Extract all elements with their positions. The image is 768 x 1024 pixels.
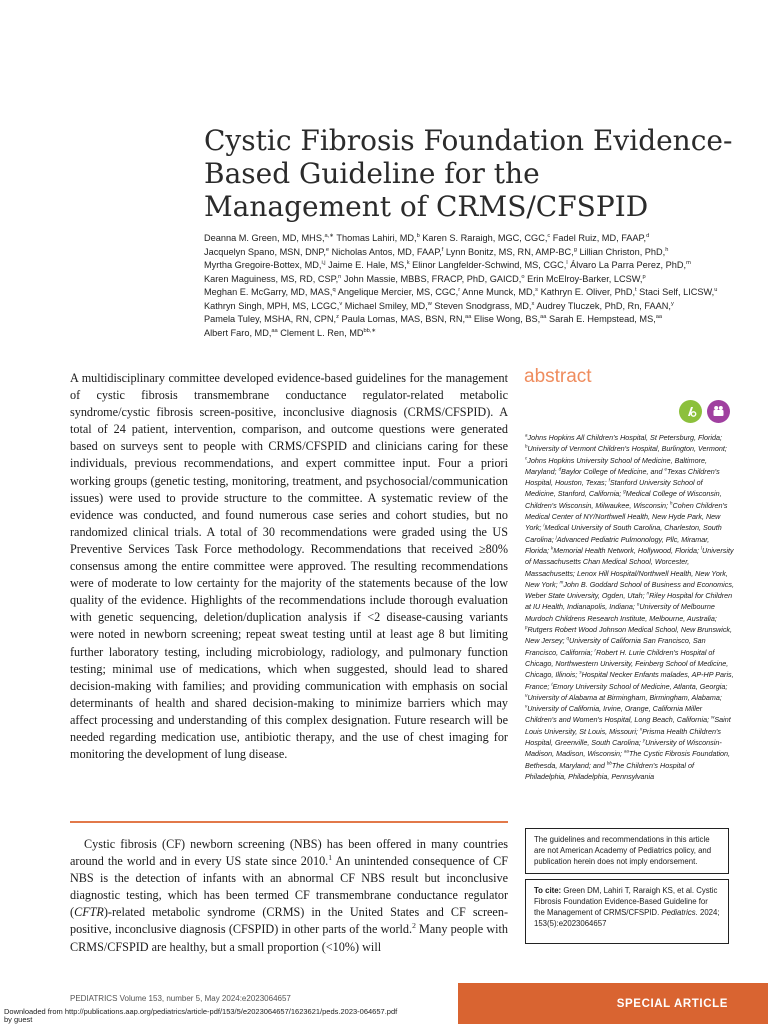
affiliation-text: Baylor College of Medicine, and — [561, 466, 665, 476]
affiliation-key: bb — [606, 760, 612, 766]
download-guest-line: by guest — [4, 1015, 33, 1024]
disclaimer-box — [525, 828, 729, 874]
author-affiliation-mark: w — [427, 300, 432, 307]
video-abstract-icon[interactable] — [707, 400, 730, 423]
affiliation-key: l — [701, 545, 702, 551]
author-name: Albert Faro, MD, — [204, 327, 272, 338]
author-name: John Massie, MBBS, FRACP, PhD, GAICD, — [341, 273, 522, 284]
article-title: Cystic Fibrosis Foundation Evidence-Based Guideline for the Management of CRMS/CFSPID — [204, 124, 733, 223]
author-affiliation-mark: f — [441, 246, 444, 253]
affiliation-text: Advanced Pediatric Pulmonology, Pllc, Miramar, Florida; — [525, 534, 710, 555]
affiliation-key: c — [525, 455, 528, 461]
author-affiliation-mark: l — [566, 259, 568, 266]
author-affiliation-mark: b — [416, 232, 420, 239]
author-affiliation-mark: u — [714, 286, 718, 293]
affiliation-text: The Children's Hospital of Philadelphia, Philadelphia, Pennsylvania — [525, 760, 694, 781]
author-affiliation-mark: i,j — [321, 259, 326, 266]
author-name: Lillian Christon, PhD, — [576, 246, 666, 257]
author-affiliation-mark: bb,∗ — [363, 327, 377, 334]
affiliation-text: Stanford University School of Medicine, Stanford, California; — [525, 478, 703, 499]
gene-name: CFTR — [74, 905, 104, 920]
affiliation-key: u — [525, 692, 528, 698]
author-name: Anne Munck, MD, — [460, 287, 536, 297]
affiliation-text: Riley Hospital for Children at IU Health, Indianapolis, Indiana; — [525, 591, 733, 612]
affiliation-text: University of Wisconsin-Madison, Madison, Wisconsin; — [525, 738, 722, 759]
affiliation-key: h — [670, 500, 673, 506]
author-list — [204, 232, 744, 340]
intro-text: Many people with CRMS/CFSPID are healthy, but a small proportion (<10%) will — [70, 922, 508, 954]
affiliation-text: Prisma Health Children's Hospital, Greenville, South Carolina; — [525, 726, 722, 748]
affiliation-key: j — [555, 534, 557, 540]
affiliation-key: y — [642, 737, 646, 743]
affiliation-text: John B. Goddard School of Business and Economics, Weber State University, Ogden, Utah; — [525, 579, 734, 601]
author-name: Clement L. Ren, MD — [277, 327, 364, 338]
journal-footer: PEDIATRICS Volume 153, number 5, May 2024:e2023064657 — [70, 994, 291, 1003]
author-name: Meghan E. McGarry, MD, MAS, — [204, 287, 333, 297]
author-line — [204, 259, 744, 273]
author-name: Steven Snodgrass, MD, — [431, 300, 532, 311]
author-affiliation-mark: m — [686, 259, 691, 266]
affiliation-text: Texas Children's Hospital, Houston, Texas; — [525, 466, 720, 488]
author-name: Karen S. Raraigh, MGC, CGC, — [419, 233, 548, 243]
author-affiliation-mark: q — [332, 286, 336, 293]
author-name: Audrey Tluczek, PhD, Rn, FAAN, — [534, 300, 671, 311]
affiliation-key: x — [639, 726, 643, 732]
affiliation-text: University of Massachusetts Chan Medical School, Worcester, Massachusetts; — [525, 545, 734, 578]
author-affiliation-mark: x — [531, 300, 535, 307]
author-name: Sarah E. Hempstead, MS, — [546, 314, 656, 324]
affiliation-key: w — [711, 715, 715, 721]
author-affiliation-mark: aa — [271, 327, 278, 334]
author-affiliation-mark: s — [535, 286, 539, 293]
affiliation-key: v — [525, 703, 528, 709]
download-url-line[interactable]: Downloaded from http://publications.aap.org/pediatrics/article-pdf/153/5/e2023064657/1623621/peds.2023-064657.pdf — [4, 1007, 398, 1016]
affiliation-key: r — [594, 647, 596, 653]
author-line — [204, 232, 744, 246]
author-name: Paula Lomas, MAS, BSN, RN, — [338, 314, 466, 324]
affiliation-key: m — [559, 579, 564, 585]
affiliation-text: Medical University of South Carolina, Charleston, South Carolina; — [525, 523, 722, 544]
affiliation-key: t — [551, 681, 553, 687]
author-name: Lynn Bonitz, MS, RN, AMP-BC, — [443, 246, 574, 257]
affiliation-list — [525, 432, 735, 782]
author-name: Erin McElroy-Barker, LCSW, — [524, 273, 643, 284]
author-affiliation-mark: o — [521, 273, 525, 280]
affiliation-key: p — [525, 624, 528, 630]
author-name: Deanna M. Green, MD, MHS, — [204, 233, 325, 243]
author-affiliation-mark: k — [406, 259, 410, 266]
affiliation-text: University of California San Francisco, San Francisco, California; — [525, 636, 706, 657]
author-name: Staci Self, LICSW, — [636, 287, 715, 297]
author-affiliation-mark: h — [665, 246, 669, 253]
author-line — [204, 313, 744, 327]
cite-journal: Pediatrics. — [661, 908, 698, 917]
author-line — [204, 246, 744, 260]
affiliation-text: University of Alabama at Birmingham, Birmingham, Alabama; — [527, 692, 722, 702]
download-notice — [4, 1008, 397, 1024]
author-affiliation-mark: aa — [465, 313, 472, 320]
reference-mark: 2 — [412, 921, 416, 931]
affiliation-key: i — [543, 522, 545, 528]
author-line — [204, 273, 744, 287]
author-name: Elise Wong, BS, — [471, 314, 541, 324]
intro-text: Cystic fibrosis (CF) newborn screening (NBS) has been offered in many countries around the world and in every US state since 2010. — [70, 837, 508, 869]
affiliation-text: Saint Louis University, St Louis, Missouri; — [525, 715, 731, 736]
author-name: Kathryn E. Oliver, PhD, — [538, 287, 636, 297]
author-name: Angelique Mercier, MS, CGC, — [335, 287, 459, 297]
affiliation-key: o — [636, 602, 640, 608]
article-type-bar — [458, 983, 768, 1024]
disclaimer-text: The guidelines and recommendations in this article are not American Academy of Pediatrics policy, and publication herein does not imply endorsement. — [534, 835, 712, 866]
author-name: Elinor Langfelder-Schwind, MS, CGC, — [409, 260, 567, 270]
affiliation-key: aa — [624, 748, 629, 754]
author-affiliation-mark: r — [458, 286, 461, 293]
badge-group — [679, 400, 730, 423]
author-affiliation-mark: c — [547, 232, 551, 239]
cite-label: To cite: — [534, 886, 562, 895]
section-divider — [70, 821, 508, 823]
author-line — [204, 286, 744, 300]
affiliation-text: The Cystic Fibrosis Foundation, Bethesda, Maryland; and — [525, 749, 731, 770]
affiliation-text: University of Vermont Children's Hospital, Burlington, Vermont; — [527, 444, 727, 454]
author-name: Karen Maguiness, MS, RD, CSP, — [204, 273, 339, 284]
affiliation-key: a — [525, 432, 528, 438]
author-name: Jaime E. Hale, MS, — [325, 260, 407, 270]
affiliation-text: Medical College of Wisconsin, Children's Wisconsin, Milwaukee, Wisconsin; — [525, 489, 722, 510]
open-access-icon[interactable] — [679, 400, 702, 423]
affiliation-text: Johns Hopkins University School of Medicine, Baltimore, Maryland; — [525, 455, 707, 476]
author-affiliation-mark: e — [325, 246, 330, 253]
author-affiliation-mark: aa — [655, 313, 663, 320]
affiliation-key: q — [566, 635, 570, 641]
author-affiliation-mark: y — [670, 300, 674, 307]
author-name: Jacquelyn Spano, MSN, DNP, — [204, 246, 326, 257]
affiliation-text: Rutgers Robert Wood Johnson Medical School, New Brunswick, New Jersey; — [525, 625, 733, 646]
affiliation-text: Emory University School of Medicine, Atlanta, Georgia; — [552, 681, 728, 691]
author-name: Pamela Tuley, MSHA, RN, CPN, — [204, 314, 337, 324]
affiliation-key: g — [623, 489, 626, 495]
affiliation-key: e — [664, 466, 668, 472]
author-name: Myrtha Gregoire-Bottex, MD, — [204, 260, 322, 270]
intro-text: )-related metabolic syndrome (CRMS) in the United States and CF screen-positive, inconclusive diagnosis (CFSPID) in other parts of the world. — [70, 905, 508, 937]
cite-rest: 2024; 153(5):e2023064657 — [534, 908, 720, 928]
affiliation-key: n — [646, 590, 650, 596]
author-affiliation-mark: v — [339, 300, 343, 307]
cite-text: Green DM, Lahiri T, Raraigh KS, et al. Cystic Fibrosis Foundation Evidence-Based Guideline for the Management of CRMS/CFSPID. — [534, 886, 718, 917]
author-name: Álvaro La Parra Perez, PhD, — [567, 260, 687, 270]
affiliation-key: b — [525, 443, 528, 449]
author-affiliation-mark: z — [336, 313, 339, 320]
affiliation-key: s — [579, 669, 582, 675]
reference-mark: 1 — [328, 853, 332, 863]
affiliation-key: d — [558, 466, 562, 472]
affiliation-key: f — [608, 477, 610, 483]
affiliation-text: Hospital Necker Enfants malades, AP-HP Paris, France; — [525, 670, 734, 691]
author-affiliation-mark: t — [635, 286, 637, 293]
author-name: Thomas Lahiri, MD, — [334, 233, 417, 243]
abstract-heading: abstract — [524, 366, 592, 387]
author-affiliation-mark: n — [338, 273, 342, 280]
affiliation-text: University of California, Irvine, Orange, California Miller Children's and Women's Hospital, Long Beach, California; — [525, 704, 712, 725]
affiliation-text: Lenox Hill Hospital/Northwell Health, New York, New York; — [525, 568, 728, 589]
intro-text: An unintended consequence of CF NBS is the detection of infants with an abnormal CF NBS result but inconclusive diagnostic testing, which has been termed CF transmembrane conductance regulator ( — [70, 854, 508, 920]
author-name: Michael Smiley, MD, — [342, 300, 428, 311]
author-name: Fadel Ruiz, MD, FAAP, — [550, 233, 647, 243]
author-name: Nicholas Antos, MD, FAAP, — [329, 246, 442, 257]
author-name: Kathryn Singh, MPH, MS, LCGC, — [204, 300, 340, 311]
author-affiliation-mark: a,∗ — [324, 232, 335, 239]
citation-box — [525, 879, 729, 944]
affiliation-text: Memorial Health Network, Hollywood, Florida; — [553, 545, 701, 555]
introduction-paragraph — [70, 836, 508, 956]
affiliation-text: Robert H. Lurie Children's Hospital of Chicago, Northwestern University, Feinberg School of Medicine, Chicago, Illinois; — [525, 647, 729, 680]
affiliation-text: Johns Hopkins All Children's Hospital, St Petersburg, Florida; — [527, 433, 722, 442]
author-line — [204, 300, 744, 314]
author-line — [204, 327, 744, 341]
affiliation-text: Cohen Children's Medical Center of NY/Northwell Health, New Hyde Park, New York; — [525, 500, 728, 533]
author-affiliation-mark: p — [642, 273, 646, 280]
article-type-label: SPECIAL ARTICLE — [616, 997, 728, 1010]
affiliation-text: University of Melbourne Murdoch Childrens Research Institute, Melbourne, Australia; — [525, 602, 717, 623]
author-affiliation-mark: g — [573, 246, 577, 253]
author-affiliation-mark: aa — [540, 313, 547, 320]
affiliation-key: k — [550, 545, 554, 551]
abstract-text: A multidisciplinary committee developed evidence-based guidelines for the management of cystic fibrosis transmembrane conductance regulator-related metabolic syndrome/cystic fibrosis screen-positive, inconclusive diagnosis (CRMS/CFSPID). A total of 24 patient, intervention, comparison, and outcome questions were generated based on surveys sent to people with CRMS/CFSPID and clinicians caring for these individuals, previous recommendations, and expert committee input. Four a priori working groups (genetic testing, monitoring, treatment, and psychosocial/communication issues) were used to provide structure to the committee. A systematic review of the evidence was conducted, and found numerous case series and cohort studies, but no randomized clinical trials. A total of 30 recommendations were graded using the US Preventive Services Task Force methodology. Recommendations that received ≥80% consensus among the entire committee were approved. The resulting recommendations were of moderate to low certainty for the majority of the statements because of the low quality of the evidence. Highlights of the recommendations include thorough evaluation with genetic sequencing, deletion/duplication analysis if <2 disease-causing variants were noted in newborn screening; repeat sweat testing until at least age 8 but limiting further laboratory testing, including microbiology, radiology, and pulmonary function testing; minimal use of medications, which when suggested, should lead to shared decision-making with families; and providing communication with emphasis on social determinants of health and shared decision-making to minimize barriers which may affect processing and understanding of this complex designation. Future research will be needed regarding medication use, antibiotic therapy, and the use of chest imaging for monitoring the development of lung disease. — [70, 371, 508, 762]
author-affiliation-mark: d — [646, 232, 650, 239]
